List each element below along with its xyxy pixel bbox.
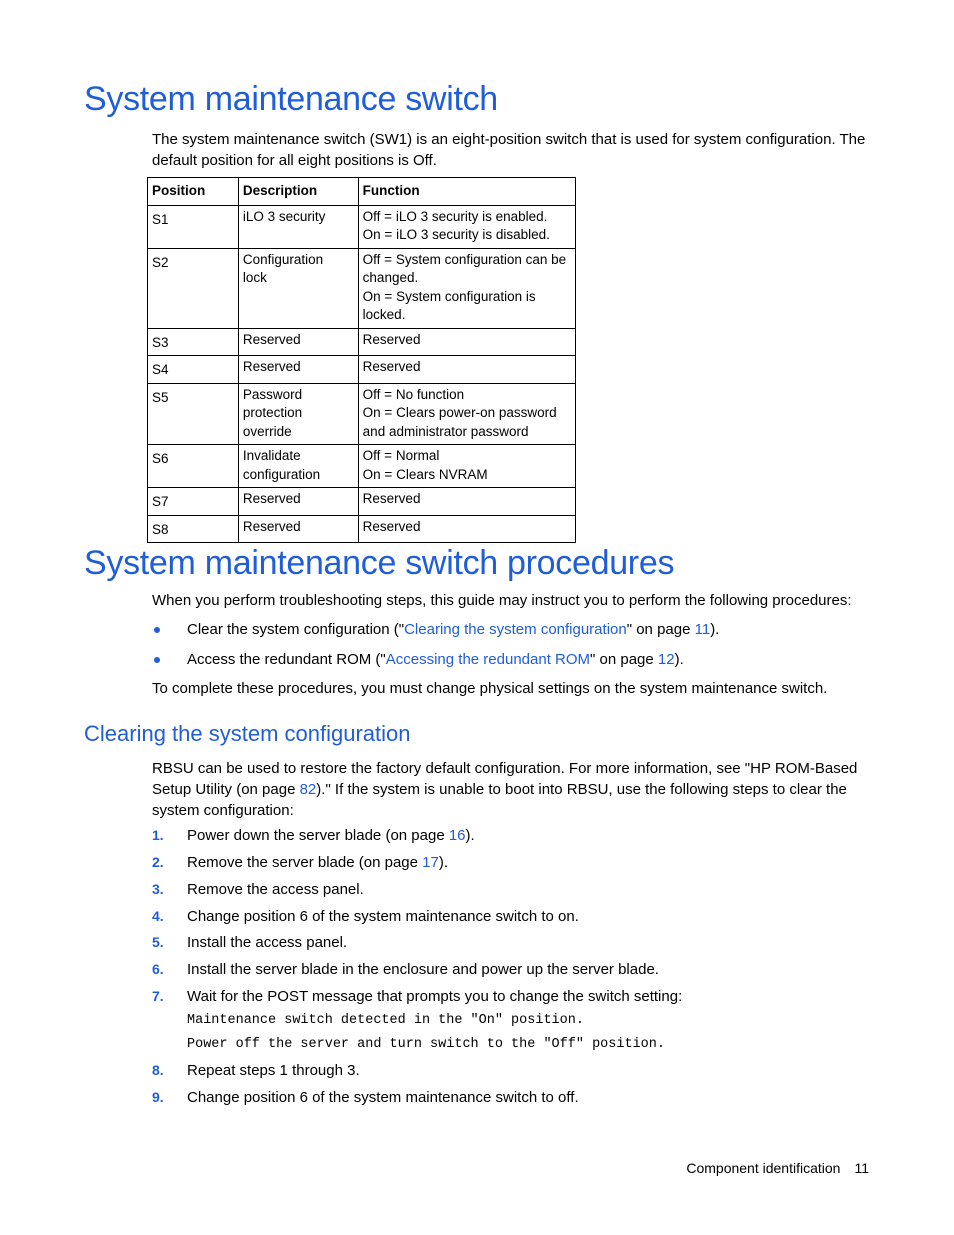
bullet-text: Access the redundant ROM ("Accessing the redundant ROM" on page 12). [187, 651, 684, 668]
page-link[interactable]: 11 [694, 621, 711, 638]
page-link[interactable]: 16 [448, 827, 466, 844]
row-function: Off = Normal On = Clears NVRAM [358, 445, 575, 488]
row-position: S3 [148, 328, 239, 356]
row-description: Password protection override [238, 383, 358, 445]
header-position: Position [148, 178, 239, 206]
step-number: 9. [152, 1089, 164, 1105]
procedures-title: System maintenance switch procedures [84, 544, 675, 582]
footer-page-number: 11 [854, 1160, 869, 1176]
page-footer [686, 1158, 869, 1178]
step-text: Install the server blade in the enclosure and power up the server blade. [187, 961, 659, 978]
bullet-text: Clear the system configuration ("Clearing the system configuration" on page 11). [187, 621, 720, 638]
row-description: Reserved [238, 515, 358, 543]
table-row [148, 248, 576, 328]
step-text: Remove the server blade (on page 17). [187, 854, 448, 871]
row-position: S6 [148, 445, 239, 488]
table-row [148, 205, 576, 248]
step-number: 1. [152, 827, 164, 843]
table-row [148, 328, 576, 356]
step-text: Power down the server blade (on page 16). [187, 827, 475, 844]
row-position: S1 [148, 205, 239, 248]
row-position: S7 [148, 488, 239, 516]
step-text: Change position 6 of the system maintenance switch to on. [187, 908, 579, 925]
row-function: Off = System configuration can be changed. On = System configuration is locked. [358, 248, 575, 328]
clearing-config-intro: RBSU can be used to restore the factory default configuration. For more information, see "HP ROM-Based Setup Utility (on page 82)." If the system is unable to boot into RBSU, use the following steps to clear the system configuration: [152, 760, 858, 819]
switch-table [147, 177, 576, 543]
table-header-row [148, 178, 576, 206]
table-row [148, 515, 576, 543]
step-number: 4. [152, 908, 164, 924]
page-link[interactable]: 12 [657, 651, 675, 668]
step-text: Change position 6 of the system maintenance switch to off. [187, 1089, 579, 1106]
page-link[interactable]: 82 [299, 781, 317, 798]
switch-intro: The system maintenance switch (SW1) is an eight-position switch that is used for system configuration. The default position for all eight positions is Off. [152, 131, 866, 169]
step-text: Remove the access panel. [187, 881, 364, 898]
step-number: 8. [152, 1062, 164, 1078]
step-number: 7. [152, 988, 164, 1004]
row-function: Off = iLO 3 security is enabled. On = iLO 3 security is disabled. [358, 205, 575, 248]
step-number: 5. [152, 934, 164, 950]
row-function: Reserved [358, 515, 575, 543]
bullet-icon [154, 657, 160, 663]
row-description: Invalidate configuration [238, 445, 358, 488]
row-function: Reserved [358, 488, 575, 516]
page-title: System maintenance switch [84, 80, 498, 118]
row-function: Reserved [358, 356, 575, 384]
step-number: 6. [152, 961, 164, 977]
bullet-icon [154, 627, 160, 633]
table-row [148, 356, 576, 384]
step-text: Repeat steps 1 through 3. [187, 1062, 360, 1079]
procedures-intro: When you perform troubleshooting steps, this guide may instruct you to perform the following procedures: [152, 592, 852, 609]
step-number: 3. [152, 881, 164, 897]
clearing-config-link[interactable]: Clearing the system configuration [404, 621, 627, 638]
table-row [148, 445, 576, 488]
step-number: 2. [152, 854, 164, 870]
step-text: Install the access panel. [187, 934, 348, 951]
page-link[interactable]: 17 [422, 854, 439, 871]
row-function: Off = No function On = Clears power-on password and administrator password [358, 383, 575, 445]
post-message-line-1: Maintenance switch detected in the "On" position. [187, 1013, 584, 1028]
row-function: Reserved [358, 328, 575, 356]
procedures-outro: To complete these procedures, you must change physical settings on the system maintenance switch. [152, 680, 828, 697]
footer-section-name: Component identification [686, 1160, 841, 1176]
step-text: Wait for the POST message that prompts you to change the switch setting: [187, 988, 683, 1005]
row-position: S2 [148, 248, 239, 328]
row-position: S5 [148, 383, 239, 445]
row-position: S4 [148, 356, 239, 384]
row-description: Reserved [238, 328, 358, 356]
row-description: iLO 3 security [238, 205, 358, 248]
row-position: S8 [148, 515, 239, 543]
header-description: Description [238, 178, 358, 206]
table-row [148, 488, 576, 516]
row-description: Configuration lock [238, 248, 358, 328]
clearing-config-title: Clearing the system configuration [84, 721, 411, 746]
post-message-line-2: Power off the server and turn switch to the "Off" position. [187, 1037, 665, 1052]
row-description: Reserved [238, 356, 358, 384]
table-row [148, 383, 576, 445]
row-description: Reserved [238, 488, 358, 516]
header-function: Function [358, 178, 575, 206]
redundant-rom-link[interactable]: Accessing the redundant ROM [385, 651, 591, 668]
